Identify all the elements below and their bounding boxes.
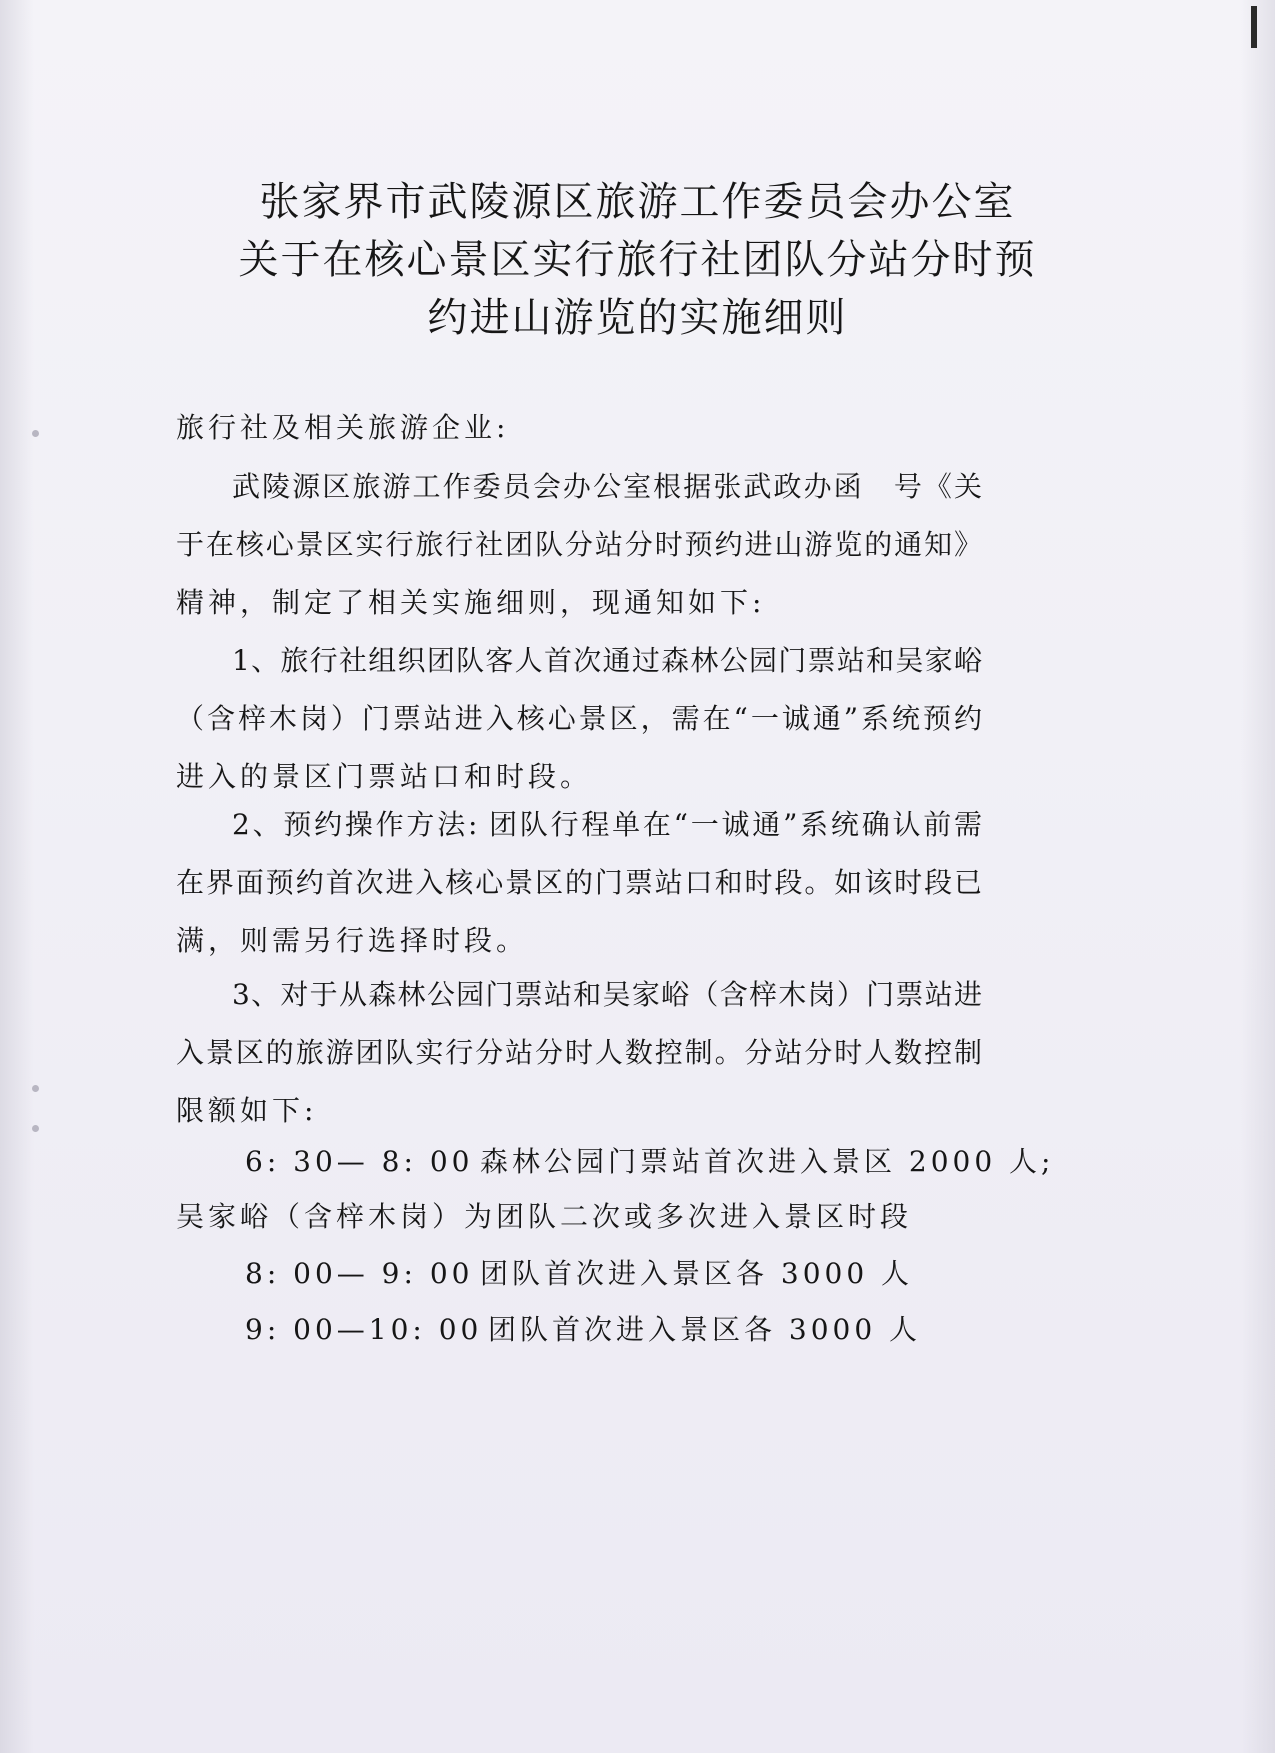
item3-line-1: 3、对于从森林公园门票站和吴家峪（含梓木岗）门票站进 — [232, 978, 982, 1011]
schedule-time: 6: 30— 8: 00 — [245, 1145, 474, 1178]
schedule-row-3 — [245, 1254, 913, 1294]
item1-line-3: 进入的景区门票站口和时段。 — [176, 760, 593, 793]
punch-hole-icon — [32, 430, 39, 437]
item2-line-1: 2、预约操作方法: 团队行程单在“一诚通”系统确认前需 — [232, 808, 982, 841]
item2-line-3: 满，则需另行选择时段。 — [176, 924, 529, 957]
schedule-row-1 — [245, 1142, 1055, 1182]
schedule-desc: 团队首次进入景区各 3000 人 — [480, 1257, 914, 1290]
item3-line-2: 入景区的旅游团队实行分站分时人数控制。分站分时人数控制 — [176, 1036, 982, 1069]
intro-line-1: 武陵源区旅游工作委员会办公室根据张武政办函 号《关 — [232, 470, 982, 503]
document-title-line-1: 张家界市武陵源区旅游工作委员会办公室 — [259, 179, 1016, 225]
schedule-time: 8: 00— 9: 00 — [245, 1257, 474, 1290]
intro-line-3: 精神，制定了相关实施细则，现通知如下: — [176, 586, 766, 619]
document-title-line-2: 关于在核心景区实行旅行社团队分站分时预 — [238, 237, 1037, 283]
item1-line-1: 1、旅行社组织团队客人首次通过森林公园门票站和吴家峪 — [232, 644, 982, 677]
document-title-line-3: 约进山游览的实施细则 — [427, 295, 848, 341]
item3-line-3: 限额如下: — [176, 1094, 318, 1127]
item2-line-2: 在界面预约首次进入核心景区的门票站口和时段。如该时段已 — [176, 866, 982, 899]
salutation: 旅行社及相关旅游企业: — [176, 411, 510, 444]
schedule-desc: 森林公园门票站首次进入景区 2000 人; — [480, 1145, 1055, 1178]
punch-hole-icon — [32, 1085, 39, 1092]
schedule-desc: 团队首次进入景区各 3000 人 — [488, 1313, 922, 1346]
schedule-row-2 — [176, 1197, 912, 1237]
punch-hole-icon — [32, 1125, 39, 1132]
schedule-desc: 吴家峪（含梓木岗）为团队二次或多次进入景区时段 — [176, 1200, 913, 1233]
binding-mark — [1251, 6, 1257, 48]
schedule-row-4 — [245, 1310, 921, 1350]
schedule-time: 9: 00—10: 00 — [245, 1313, 483, 1346]
item1-line-2: （含梓木岗）门票站进入核心景区，需在“一诚通”系统预约 — [176, 702, 982, 735]
intro-line-2: 于在核心景区实行旅行社团队分站分时预约进山游览的通知》 — [176, 528, 982, 561]
